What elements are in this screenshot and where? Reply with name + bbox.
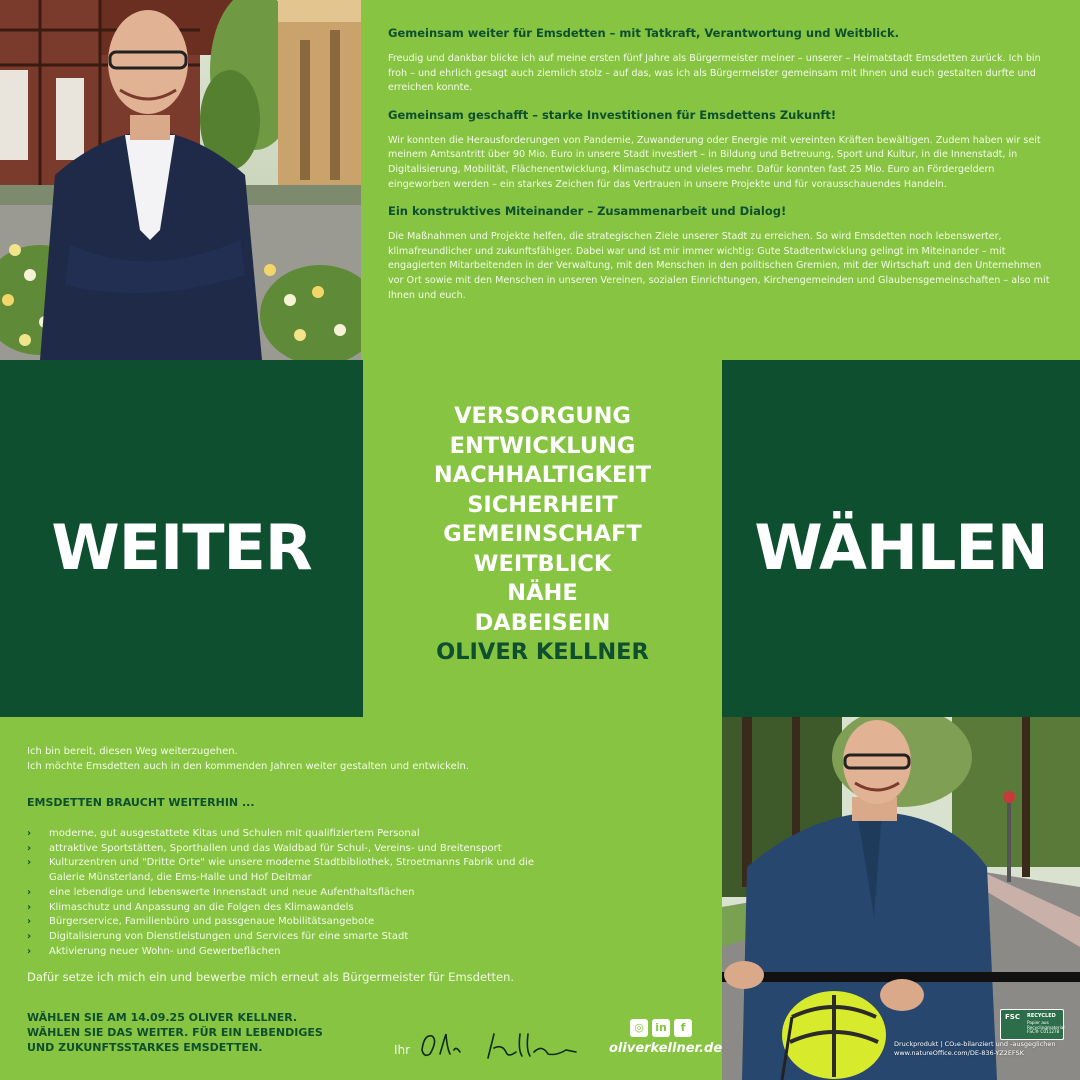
fsc-recycled-label: RECYCLED <box>1027 1013 1056 1019</box>
waehlen-panel <box>722 360 1080 717</box>
weiter-panel <box>0 360 363 717</box>
heading-together-further: Gemeinsam weiter für Emsdetten – mit Tatkraft, Verantwortung und Weitblick. <box>388 26 899 40</box>
website-link[interactable]: oliverkellner.de <box>609 1041 723 1056</box>
value-item: GEMEINSCHAFT <box>443 521 642 547</box>
climate-neutral-note <box>894 1040 1074 1057</box>
signature <box>416 1028 586 1064</box>
climate-line-2: www.natureOffice.com/DE-836-YZ2EFSK <box>894 1048 1024 1057</box>
facebook-icon[interactable]: f <box>674 1019 692 1037</box>
linkedin-icon[interactable]: in <box>652 1019 670 1037</box>
values-list <box>363 402 722 668</box>
list-item: › attraktive Sportstätten, Sporthallen und das Waldbad für Schul-, Vereins- und Breitensport <box>27 842 707 857</box>
value-item: NÄHE <box>507 580 578 606</box>
chevron-right-icon: › <box>27 916 32 928</box>
vote-line-1: WÄHLEN SIE AM 14.09.25 OLIVER KELLNER. <box>27 1011 298 1024</box>
needs-heading: EMSDETTEN BRAUCHT WEITERHIN ... <box>27 796 255 809</box>
chevron-right-icon: › <box>27 842 32 854</box>
paragraph-looking-back: Freudig und dankbar blicke ich auf meine ersten fünf Jahre als Bürgermeister meiner – unserer – Heimatstadt Emsdetten zurück. Ich bin froh – und ehrlich gesagt auch ziemlich stolz – auf das, was ich als Bürgermeister gemeinsam mit Ihnen und euch gestalten durfte und erreichen konnte. <box>388 53 1041 94</box>
list-item: › Bürgerservice, Familienbüro und passgenaue Mobilitätsangebote <box>27 915 707 930</box>
fsc-code: FSC® C011278 <box>1027 1029 1060 1034</box>
program-block <box>27 744 707 985</box>
needs-list <box>27 827 707 959</box>
chevron-right-icon: › <box>27 857 32 869</box>
list-item: › Aktivierung neuer Wohn- und Gewerbeflächen <box>27 945 707 960</box>
fsc-recycled-badge <box>1000 1009 1064 1040</box>
vote-line-3: UND ZUKUNFTSSTARKES EMSDETTEN. <box>27 1041 263 1054</box>
candidate-name: OLIVER KELLNER <box>436 639 649 665</box>
value-item: DABEISEIN <box>474 609 611 636</box>
value-item: SICHERHEIT <box>467 491 618 518</box>
value-item: NACHHALTIGKEIT <box>433 462 652 488</box>
paragraph-investments: Wir konnten die Herausforderungen von Pandemie, Zuwanderung oder Energie mit vereinten Kräften bewältigen. Zudem haben wir seit meinem Amtsantritt über 90 Mio. Euro in unsere Stadt investiert – in Bildung und Betreuung, Sport und Kultur, in die Innenstadt, in Digitalisierung, Mobilität, Flächenentwicklung, Klimaschutz und vieles mehr. Dafür konnten fast 25 Mio. Euro an Fördergeldern eingeworben werden – ein starkes Zeichen für das Vertrauen in unsere Projekte und für vorausschauendes Handeln. <box>388 134 1041 190</box>
instagram-icon[interactable]: ◎ <box>630 1019 648 1037</box>
intro-line-1: Ich bin bereit, diesen Weg weiterzugehen. <box>27 746 238 757</box>
vote-call <box>27 1010 367 1055</box>
value-item: ENTWICKLUNG <box>449 432 636 459</box>
value-item: VERSORGUNG <box>454 403 631 429</box>
word-weiter: WEITER <box>51 511 312 584</box>
heading-cooperation: Ein konstruktives Miteinander – Zusammenarbeit und Dialog! <box>388 204 787 219</box>
list-item: › eine lebendige und lebenswerte Innenstadt und neue Aufenthaltsflächen <box>27 886 707 901</box>
list-item: › Kulturzentren und "Dritte Orte" wie unsere moderne Stadtbibliothek, Stroetmanns Fabrik und die Galerie Münsterland, die Ems-Halle und Hof Deitmar <box>27 857 534 884</box>
signature-label: Ihr <box>394 1043 411 1057</box>
chevron-right-icon: › <box>27 901 32 913</box>
list-item: › moderne, gut ausgestattete Kitas und Schulen mit qualifiziertem Personal <box>27 827 707 842</box>
list-item: › Digitalisierung von Dienstleistungen und Services für eine smarte Stadt <box>27 930 707 945</box>
chevron-right-icon: › <box>27 945 32 957</box>
vote-line-2: WÄHLEN SIE DAS WEITER. FÜR EIN LEBENDIGES <box>27 1026 323 1039</box>
paragraph-cooperation: Die Maßnahmen und Projekte helfen, die strategischen Ziele unserer Stadt zu erreichen. So wird Emsdetten noch lebenswerter, klimafreundlicher und zukunftsfähiger. Dabei war und ist mir immer wichtig: Gute Stadtentwicklung gelingt im Miteinander – mit engagierten Mitarbeitenden in der Verwaltung, mit den Menschen in den politischen Gremien, mit der Wirtschaft und den Unternehmen vor Ort sowie mit den Menschen in unseren Vereinen, sozialen Einrichtungen, Kirchengemeinden und Glaubensgemeinschaften – also mit Ihnen und euch. <box>388 231 1050 301</box>
chevron-right-icon: › <box>27 930 32 942</box>
intro-text-block <box>388 26 1054 315</box>
heading-investments: Gemeinsam geschafft – starke Investitionen für Emsdettens Zukunft! <box>388 107 837 122</box>
fsc-sub-label: Papier aus Recyclingmaterial <box>1027 1020 1065 1030</box>
list-item: › Klimaschutz und Anpassung an die Folgen des Klimawandels <box>27 901 707 916</box>
intro-line-2: Ich möchte Emsdetten auch in den kommenden Jahren weiter gestalten und entwickeln. <box>27 761 470 772</box>
portrait-photo-top <box>0 0 361 360</box>
fsc-logo: FSC <box>1005 1013 1020 1021</box>
chevron-right-icon: › <box>27 886 32 898</box>
climate-line-1: Druckprodukt | CO₂e-bilanziert und -ausgeglichen <box>894 1040 1056 1048</box>
social-links <box>630 1019 692 1037</box>
chevron-right-icon: › <box>27 828 32 839</box>
word-waehlen: WÄHLEN <box>754 511 1048 584</box>
closing-statement: Dafür setze ich mich ein und bewerbe mich erneut als Bürgermeister für Emsdetten. <box>27 970 515 985</box>
value-item: WEITBLICK <box>473 550 612 577</box>
